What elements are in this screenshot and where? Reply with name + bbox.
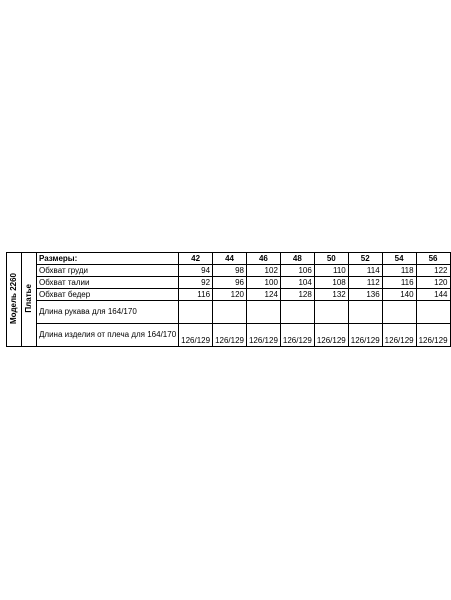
table-cell: 98 xyxy=(213,265,247,277)
table-cell: 128 xyxy=(280,289,314,301)
table-cell: 112 xyxy=(348,277,382,289)
model-cell xyxy=(7,253,22,347)
size-header: 56 xyxy=(416,253,450,265)
table-cell: 122 xyxy=(416,265,450,277)
size-chart-table xyxy=(6,252,451,347)
table-cell: 140 xyxy=(382,289,416,301)
table-cell: 126/129 xyxy=(213,324,247,347)
product-label: Платье xyxy=(24,283,33,313)
table-cell xyxy=(179,301,213,324)
table-cell xyxy=(213,301,247,324)
table-cell: 96 xyxy=(213,277,247,289)
table-cell: 116 xyxy=(179,289,213,301)
table-cell: 144 xyxy=(416,289,450,301)
table-cell: 126/129 xyxy=(179,324,213,347)
row-label: Обхват груди xyxy=(37,265,179,277)
table-cell xyxy=(416,301,450,324)
product-cell xyxy=(22,253,37,347)
table-cell: 114 xyxy=(348,265,382,277)
table-row xyxy=(7,265,451,277)
sizes-header-label: Размеры: xyxy=(37,253,179,265)
table-cell: 120 xyxy=(416,277,450,289)
row-label: Длина изделия от плеча для 164/170 xyxy=(37,324,179,347)
table-cell: 136 xyxy=(348,289,382,301)
table-cell: 100 xyxy=(246,277,280,289)
table-cell: 108 xyxy=(314,277,348,289)
table-cell xyxy=(348,301,382,324)
table-cell: 126/129 xyxy=(382,324,416,347)
row-label: Обхват талии xyxy=(37,277,179,289)
size-header: 44 xyxy=(213,253,247,265)
size-header: 50 xyxy=(314,253,348,265)
table-cell: 104 xyxy=(280,277,314,289)
size-header: 46 xyxy=(246,253,280,265)
table-cell xyxy=(280,301,314,324)
table-cell: 110 xyxy=(314,265,348,277)
table-cell: 126/129 xyxy=(348,324,382,347)
table-cell: 126/129 xyxy=(280,324,314,347)
size-header: 48 xyxy=(280,253,314,265)
table-cell xyxy=(314,301,348,324)
table-cell xyxy=(246,301,280,324)
table-cell: 126/129 xyxy=(314,324,348,347)
size-header: 42 xyxy=(179,253,213,265)
table-row xyxy=(7,289,451,301)
table-row xyxy=(7,324,451,347)
size-header: 52 xyxy=(348,253,382,265)
table-cell: 94 xyxy=(179,265,213,277)
table-cell: 126/129 xyxy=(246,324,280,347)
table-cell: 132 xyxy=(314,289,348,301)
model-label: Модель 2260 xyxy=(9,272,18,324)
table-cell: 92 xyxy=(179,277,213,289)
table-row xyxy=(7,277,451,289)
table-cell: 102 xyxy=(246,265,280,277)
size-header: 54 xyxy=(382,253,416,265)
table-row xyxy=(7,301,451,324)
table-cell: 118 xyxy=(382,265,416,277)
table-cell: 106 xyxy=(280,265,314,277)
table-cell: 124 xyxy=(246,289,280,301)
row-label: Обхват бедер xyxy=(37,289,179,301)
header-row xyxy=(7,253,451,265)
table-cell: 120 xyxy=(213,289,247,301)
table-cell: 116 xyxy=(382,277,416,289)
table-cell xyxy=(382,301,416,324)
table-cell: 126/129 xyxy=(416,324,450,347)
row-label: Длина рукава для 164/170 xyxy=(37,301,179,324)
